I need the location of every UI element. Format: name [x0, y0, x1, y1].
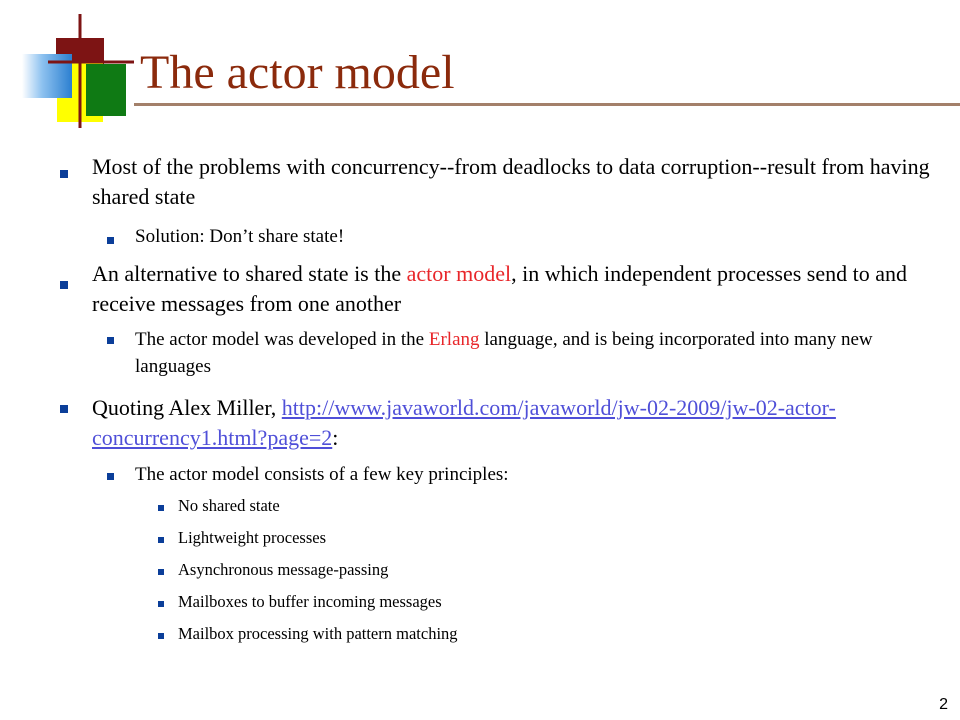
actor-model-highlight: actor model — [406, 261, 512, 286]
list-bullet-marker — [158, 633, 164, 639]
sub-bullet-erlang — [135, 326, 935, 380]
bullet-marker — [60, 170, 68, 178]
erlang-highlight: Erlang — [428, 329, 480, 350]
bullet-quote-post: : — [332, 425, 339, 450]
bullet-actor-model-pre: An alternative to shared state is the — [92, 261, 407, 286]
sub-bullet-marker — [107, 337, 114, 344]
bullet-quote-pre: Quoting Alex Miller, — [92, 395, 282, 420]
sub-bullet-erlang-pre: The actor model was developed in the — [135, 329, 429, 350]
bullet-actor-model — [92, 259, 942, 319]
list-bullet-marker — [158, 537, 164, 543]
bullet-quote — [92, 393, 942, 453]
list-bullet-marker — [158, 569, 164, 575]
bullet-actor-model-post: , in which independent processes send to and receive messages from one another — [92, 261, 907, 316]
bullet-shared-state: Most of the problems with concurrency--from deadlocks to data corruption--result from having shared state — [92, 154, 930, 209]
principle-item: Mailboxes to buffer incoming messages — [178, 592, 442, 611]
bullet-marker — [60, 405, 68, 413]
sub-bullet-marker — [107, 237, 114, 244]
sub-bullet-solution: Solution: Don’t share state! — [135, 226, 345, 247]
principle-item: Lightweight processes — [178, 528, 327, 547]
bullet-marker — [60, 281, 68, 289]
list-bullet-marker — [158, 505, 164, 511]
principle-item: Asynchronous message-passing — [178, 560, 389, 579]
page-number: 2 — [939, 696, 948, 713]
slide-title: The actor model — [140, 46, 455, 99]
sub-bullet-marker — [107, 473, 114, 480]
principle-item: Mailbox processing with pattern matching — [178, 624, 458, 643]
sub-bullet-principles: The actor model consists of a few key principles: — [135, 464, 509, 485]
principle-item: No shared state — [178, 496, 280, 515]
sub-bullet-erlang-post: language, and is being incorporated into many new languages — [135, 329, 873, 377]
list-bullet-marker — [158, 601, 164, 607]
javaworld-link[interactable]: http://www.javaworld.com/javaworld/jw-02-2009/jw-02-actor-concurrency1.html?page=2 — [92, 395, 836, 450]
